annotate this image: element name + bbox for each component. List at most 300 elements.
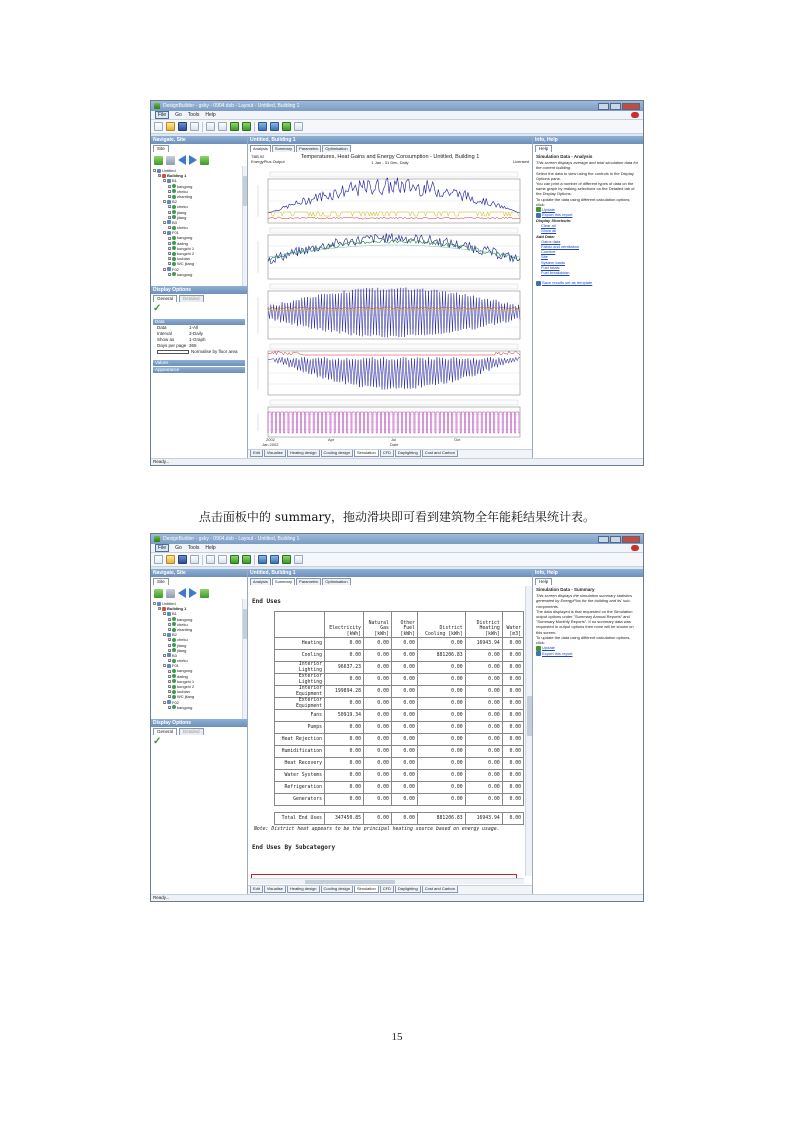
chart-legend-box	[270, 344, 518, 349]
render-icon[interactable]	[282, 122, 291, 131]
tree-item-label: Untitled	[162, 168, 176, 173]
save-icon[interactable]	[178, 555, 187, 564]
zone-icon	[172, 257, 176, 261]
close-button[interactable]	[622, 103, 640, 110]
zone-icon	[172, 272, 176, 276]
zone-icon	[172, 659, 176, 663]
open-folder-icon[interactable]	[166, 122, 175, 131]
forward-arrow-icon[interactable]	[189, 155, 197, 165]
block-icon	[167, 179, 171, 183]
info-text: You can print a number of different types of data on the same graph by making selections on the Detailed tab of the Display Options.	[536, 181, 635, 197]
tree-item-label: B2	[172, 199, 177, 205]
tree-scroll-thumb[interactable]	[243, 176, 247, 206]
table-cell: 0.00	[465, 794, 502, 806]
tool-icon[interactable]	[230, 555, 239, 564]
open-folder-icon[interactable]	[166, 555, 175, 564]
option-value[interactable]: 3-Daily	[189, 331, 204, 336]
tree-item-label: kongzhi 1	[177, 245, 195, 251]
block-icon	[167, 653, 171, 657]
tree-expand-icon[interactable]: −	[159, 607, 161, 612]
tree-expand-icon[interactable]: −	[164, 653, 166, 658]
tree-expand-icon[interactable]: −	[164, 179, 166, 184]
tab-general[interactable]: General	[153, 295, 177, 302]
wrench-icon[interactable]	[218, 122, 227, 131]
export-link[interactable]: Export this report	[542, 212, 573, 218]
end-uses-heading: End Uses	[252, 598, 281, 605]
total-cell: 881206.83	[417, 813, 465, 825]
table-cell: 0.00	[391, 734, 417, 746]
tree-item-label: Untitled	[162, 601, 176, 606]
zone-icon	[172, 685, 176, 689]
table-cell: 0.00	[391, 758, 417, 770]
tree-expand-icon[interactable]: +	[169, 241, 171, 246]
table-row	[275, 650, 524, 662]
site-link[interactable]: Site	[541, 254, 548, 260]
tree-expand-icon[interactable]: +	[169, 622, 171, 627]
table-cell: 0.00	[417, 782, 465, 794]
table-row	[275, 674, 524, 686]
table-cell: 0.00	[502, 758, 523, 770]
report-vertical-scrollbar[interactable]	[525, 586, 532, 876]
save-icon[interactable]	[178, 122, 187, 131]
add-data-heading: Add Data:	[536, 233, 555, 239]
update-icon[interactable]	[242, 555, 251, 564]
tree-expand-icon[interactable]: +	[169, 643, 171, 648]
fabric-ventilation-link[interactable]: Fabric and ventilation	[541, 243, 580, 249]
table-cell: 50919.34	[325, 710, 364, 722]
wrench-icon[interactable]	[218, 555, 227, 564]
toolbar-separator	[202, 122, 203, 132]
display-options-title: Display Options	[151, 286, 247, 294]
checkmark-icon[interactable]: ✓	[153, 303, 162, 314]
tree-expand-icon[interactable]: +	[169, 210, 171, 215]
tree-expand-icon[interactable]: −	[164, 220, 166, 225]
option-value[interactable]: 1-All	[189, 325, 199, 330]
zone-icon	[172, 241, 176, 245]
tab-cfd[interactable]: CFD	[380, 450, 394, 457]
update-link[interactable]: Update	[542, 207, 555, 213]
tab-help[interactable]: Help	[535, 578, 552, 585]
menu-go[interactable]: Go	[175, 112, 182, 118]
tree-expand-icon[interactable]: −	[164, 200, 166, 205]
export-link[interactable]: Export this report	[542, 650, 573, 656]
display-options-area	[151, 302, 247, 375]
chart-legend-box	[270, 228, 518, 233]
camera-icon[interactable]	[294, 555, 303, 564]
total-cell: 16943.94	[465, 813, 502, 825]
tab-parametric[interactable]: Parametric	[296, 578, 321, 585]
options-section-data[interactable]: Data	[153, 319, 245, 325]
option-value[interactable]: 1-Graph	[189, 337, 206, 342]
info-text: The data displayed is that requested on the Simulation output options under "Summary Annual Reports" and "Summary Monthly Reports". If no summary data was requested in output options then none will be shown on this screen.	[536, 608, 634, 635]
zone-icon	[172, 210, 176, 214]
tree-item-label: kangong	[177, 183, 193, 189]
table-cell: 0.00	[465, 674, 502, 686]
table-cell: 0.00	[465, 734, 502, 746]
tree-item-label: B3	[172, 652, 177, 658]
table-cell: 0.00	[364, 758, 392, 770]
zone-icon	[172, 205, 176, 209]
tree-expand-icon[interactable]: +	[169, 685, 171, 690]
menu-file[interactable]: File	[155, 111, 169, 119]
tab-cooling-design[interactable]: Cooling design	[321, 450, 353, 457]
tree-expand-icon[interactable]: +	[169, 628, 171, 633]
tree-expand-icon[interactable]: +	[169, 679, 171, 684]
fresh-air-series-line	[268, 412, 520, 433]
tree-scrollbar[interactable]	[242, 166, 247, 286]
list-icon[interactable]	[166, 156, 175, 165]
tree-scrollbar[interactable]	[242, 599, 247, 719]
tab-optimisation[interactable]: Optimisation	[322, 145, 350, 152]
table-cell: 0.00	[364, 794, 392, 806]
fuel-breakdown-link[interactable]: Fuel breakdown	[541, 269, 570, 275]
menu-go[interactable]: Go	[175, 545, 182, 551]
tree-expand-icon[interactable]: +	[169, 617, 171, 622]
report-hscroll-thumb[interactable]	[305, 880, 395, 884]
tab-heating-design[interactable]: Heating design	[287, 450, 320, 457]
tree-item-label: F01	[172, 230, 179, 236]
table-header-row	[275, 612, 524, 638]
new-file-icon[interactable]	[154, 122, 163, 131]
tab-daylighting[interactable]: Daylighting	[395, 450, 421, 457]
table-gap-cell	[325, 806, 364, 813]
help-orb-icon[interactable]	[631, 545, 639, 551]
table-gap-cell	[502, 806, 523, 813]
row-label: Water Systems	[275, 770, 325, 782]
chart-title: Temperatures, Heat Gains and Energy Consumption - Untitled, Building 1	[300, 154, 480, 160]
minimize-button[interactable]	[598, 103, 609, 110]
print-icon[interactable]	[190, 122, 199, 131]
tab-optimisation[interactable]: Optimisation	[322, 578, 350, 585]
system-loads-link[interactable]: System loads	[541, 259, 566, 265]
print-icon[interactable]	[190, 555, 199, 564]
tab-simulation[interactable]: Simulation	[354, 450, 379, 457]
clear-all-link[interactable]: Clear all	[541, 223, 556, 229]
tree-expand-icon[interactable]: +	[169, 215, 171, 220]
table-cell: 0.00	[391, 794, 417, 806]
edit-icon[interactable]	[206, 555, 215, 564]
tree-expand-icon[interactable]: −	[164, 231, 166, 236]
update-icon[interactable]	[536, 646, 541, 651]
table-cell: 0.00	[417, 746, 465, 758]
shortcuts-heading: Display Shortcuts:	[536, 217, 572, 223]
table-cell: 0.00	[364, 686, 392, 698]
tree-expand-icon[interactable]: −	[164, 700, 166, 705]
tree-expand-icon[interactable]: +	[169, 246, 171, 251]
tab-site[interactable]: Site	[153, 145, 169, 152]
update-link[interactable]: Update	[542, 645, 555, 651]
show-all-link[interactable]: Show all	[541, 228, 557, 234]
zone-icon	[172, 648, 176, 652]
table-cell: 0.00	[417, 710, 465, 722]
row-label: Humidification	[275, 746, 325, 758]
row-label: Heating	[275, 638, 325, 650]
tree-item[interactable]	[153, 272, 247, 277]
minimize-button[interactable]	[598, 536, 609, 543]
tree-item-label: WC jilang	[177, 694, 195, 700]
table-cell: 0.00	[325, 674, 364, 686]
menu-tools[interactable]: Tools	[187, 112, 200, 118]
tree-expand-icon[interactable]: +	[169, 705, 171, 710]
table-cell: 0.00	[465, 662, 502, 674]
tab-general[interactable]: General	[153, 728, 177, 735]
tab-simulation[interactable]: Simulation	[354, 886, 379, 893]
table-cell: 0.00	[502, 698, 523, 710]
table-cell: 0.00	[325, 722, 364, 734]
total-row	[275, 813, 524, 825]
tree-item-label: kangong	[177, 704, 193, 710]
edit-icon[interactable]	[206, 122, 215, 131]
tree-expand-icon[interactable]: −	[159, 174, 161, 179]
tree-item[interactable]	[153, 705, 247, 710]
block-icon	[167, 633, 171, 637]
chart-legend-box	[270, 284, 518, 289]
zone-icon	[172, 195, 176, 199]
grid-icon[interactable]	[270, 555, 279, 564]
status-bar: Ready...	[151, 458, 643, 465]
menu-help[interactable]: Help	[205, 112, 216, 118]
refresh-icon[interactable]	[200, 156, 209, 165]
close-button[interactable]	[622, 536, 640, 543]
table-cell: 0.00	[325, 734, 364, 746]
info-text: This screen displays the simulation summary statistics generated by EnergyPlus for the building and its' sub-components.	[536, 593, 633, 609]
tree-expand-icon[interactable]: +	[169, 195, 171, 200]
camera-icon[interactable]	[294, 122, 303, 131]
tree-expand-icon[interactable]: +	[169, 205, 171, 210]
zone-icon	[172, 695, 176, 699]
tab-analysis[interactable]: Analysis	[250, 578, 271, 585]
tree-item-label: kongzhi 2	[177, 684, 195, 689]
tree-expand-icon[interactable]: −	[164, 267, 166, 272]
table-cell: 0.00	[502, 638, 523, 650]
designbuilder-logo-icon	[154, 536, 160, 542]
table-cell: 0.00	[502, 674, 523, 686]
chart-legend-box	[270, 172, 518, 177]
help-orb-icon[interactable]	[631, 112, 639, 118]
end-uses-table	[274, 611, 524, 825]
tree-expand-icon[interactable]: +	[169, 669, 171, 674]
back-arrow-icon[interactable]	[178, 155, 186, 165]
list-icon[interactable]	[166, 589, 175, 598]
tree-expand-icon[interactable]: +	[169, 189, 171, 194]
zone-icon	[172, 638, 176, 642]
tab-cost-and-carbon[interactable]: Cost and Carbon	[422, 450, 458, 457]
table-cell: 0.00	[502, 734, 523, 746]
tab-help[interactable]: Help	[535, 145, 552, 152]
toolbar	[151, 120, 643, 134]
tree-expand-icon[interactable]: −	[154, 169, 156, 174]
tab-parametric[interactable]: Parametric	[296, 145, 321, 152]
add-icon[interactable]	[154, 156, 163, 165]
maximize-button[interactable]	[610, 536, 621, 543]
block-icon	[167, 664, 171, 668]
tab-edit[interactable]: Edit	[250, 886, 263, 893]
info-text: To update the data using different calculation options, click:	[536, 634, 631, 646]
save-template-link[interactable]: Save results set as template	[542, 280, 593, 286]
gains-data-link[interactable]: Gains data	[541, 238, 561, 244]
table-cell: 0.00	[465, 770, 502, 782]
tree-expand-icon[interactable]: +	[169, 262, 171, 267]
fuel-totals-link[interactable]: Fuel totals	[541, 264, 560, 270]
tab-cost-and-carbon[interactable]: Cost and Carbon	[422, 886, 458, 893]
tab-cooling-design[interactable]: Cooling design	[321, 886, 353, 893]
table-cell: 881206.83	[417, 650, 465, 662]
building-tree	[151, 166, 247, 286]
checkmark-icon[interactable]: ✓	[153, 736, 162, 747]
normalise-checkbox[interactable]	[157, 350, 189, 354]
maximize-button[interactable]	[610, 103, 621, 110]
tree-item-label: kangong	[177, 668, 193, 674]
menu-help[interactable]: Help	[205, 545, 216, 551]
tree-scroll-thumb[interactable]	[243, 609, 247, 639]
normalise-option[interactable]	[153, 349, 245, 355]
tab-edit[interactable]: Edit	[250, 450, 263, 457]
tree-item-label: Building 1	[167, 173, 187, 179]
menu-tools[interactable]: Tools	[187, 545, 200, 551]
column-header: Electricity [kWh]	[325, 612, 364, 638]
tree-expand-icon[interactable]: +	[169, 272, 171, 277]
table-gap-cell	[391, 806, 417, 813]
tree-item-label: kangong	[177, 616, 193, 622]
tab-summary[interactable]: Summary	[272, 578, 295, 585]
table-cell: 0.00	[502, 686, 523, 698]
view-icon[interactable]	[258, 555, 267, 564]
tab-cfd[interactable]: CFD	[380, 886, 394, 893]
center-title: Untitled, Building 1	[248, 569, 532, 577]
options-section-values[interactable]: Values	[153, 360, 245, 366]
designbuilder-window-summary	[150, 533, 644, 902]
table-cell: 0.00	[417, 794, 465, 806]
table-cell: 0.00	[502, 710, 523, 722]
render-icon[interactable]	[282, 555, 291, 564]
tree-expand-icon[interactable]: +	[169, 184, 171, 189]
option-value[interactable]: 365	[189, 343, 197, 348]
tab-detailed[interactable]: Detailed	[179, 728, 204, 735]
zone-icon	[172, 669, 176, 673]
tree-expand-icon[interactable]: −	[154, 602, 156, 607]
add-icon[interactable]	[154, 589, 163, 598]
tree-item-label: cheku	[177, 204, 188, 210]
save-template-icon[interactable]	[536, 281, 541, 286]
tree-item-label: cheku	[177, 225, 188, 231]
report-scroll-thumb[interactable]	[527, 696, 532, 736]
tab-site[interactable]: Site	[153, 578, 169, 585]
tree-expand-icon[interactable]: +	[169, 638, 171, 643]
row-label: Heat Rejection	[275, 734, 325, 746]
row-label: Exterior Equipment	[275, 698, 325, 710]
table-cell: 0.00	[364, 722, 392, 734]
zone-icon	[172, 690, 176, 694]
table-cell: 0.00	[465, 710, 502, 722]
tree-expand-icon[interactable]: +	[169, 236, 171, 241]
zone-icon	[172, 236, 176, 240]
tree-expand-icon[interactable]: +	[169, 252, 171, 257]
tree-expand-icon[interactable]: +	[169, 659, 171, 664]
row-label: Interior Equipment	[275, 686, 325, 698]
table-row	[275, 638, 524, 650]
navigator-panel	[151, 569, 248, 894]
zone-icon	[172, 643, 176, 647]
normalise-label: Normalise by floor area	[191, 349, 238, 354]
tab-summary[interactable]: Summary	[272, 145, 295, 152]
table-cell: 0.00	[502, 746, 523, 758]
update-icon[interactable]	[242, 122, 251, 131]
table-row	[275, 794, 524, 806]
options-section-appearance[interactable]: Appearance	[153, 367, 245, 373]
block-icon	[167, 267, 171, 271]
tree-expand-icon[interactable]: +	[169, 226, 171, 231]
info-title: Info, Help	[533, 136, 643, 144]
tree-expand-icon[interactable]: +	[169, 695, 171, 700]
tab-visualise[interactable]: Visualise	[264, 886, 286, 893]
toolbar-separator	[254, 555, 255, 565]
info-text: Select the data to view using the controls in the Display Options pane.	[536, 170, 634, 181]
column-header: District Cooling [kWh]	[417, 612, 465, 638]
table-cell: 0.00	[502, 662, 523, 674]
report-horizontal-scrollbar[interactable]	[250, 878, 524, 884]
menu-file[interactable]: File	[155, 544, 169, 552]
back-arrow-icon[interactable]	[178, 588, 186, 598]
tool-icon[interactable]	[230, 122, 239, 131]
zone-icon	[172, 215, 176, 219]
x-tick-label: Apr	[328, 437, 335, 442]
tree-item-label: Building 1	[167, 606, 187, 612]
grid-icon[interactable]	[270, 122, 279, 131]
block-icon	[167, 612, 171, 616]
tree-expand-icon[interactable]: −	[164, 612, 166, 617]
table-cell: 0.00	[364, 746, 392, 758]
caption-text: 点击面板中的 summary，拖动滑块即可看到建筑物全年能耗结果统计表。	[198, 510, 596, 524]
tab-analysis[interactable]: Analysis	[250, 145, 271, 152]
table-cell: 0.00	[502, 722, 523, 734]
tab-heating-design[interactable]: Heating design	[287, 886, 320, 893]
table-gap-cell	[364, 806, 392, 813]
tree-expand-icon[interactable]: +	[169, 648, 171, 653]
tree-expand-icon[interactable]: +	[169, 690, 171, 695]
block-icon	[167, 220, 171, 224]
refresh-icon[interactable]	[200, 589, 209, 598]
tab-daylighting[interactable]: Daylighting	[395, 886, 421, 893]
table-cell: 0.00	[391, 722, 417, 734]
table-cell: 0.00	[325, 794, 364, 806]
info-title: Info, Help	[533, 569, 643, 577]
tab-visualise[interactable]: Visualise	[264, 450, 286, 457]
comfort-link[interactable]: Comfort	[541, 249, 556, 255]
tree-expand-icon[interactable]: +	[169, 674, 171, 679]
tree-expand-icon[interactable]: −	[164, 664, 166, 669]
table-cell: 0.00	[325, 698, 364, 710]
forward-arrow-icon[interactable]	[189, 588, 197, 598]
table-gap-cell	[465, 806, 502, 813]
tree-item-label: dating	[177, 673, 188, 679]
new-file-icon[interactable]	[154, 555, 163, 564]
export-icon[interactable]	[536, 651, 541, 656]
tree-expand-icon[interactable]: +	[169, 257, 171, 262]
table-row	[275, 722, 524, 734]
table-cell: 0.00	[502, 794, 523, 806]
title-bar	[151, 534, 643, 544]
x-tick-label: Jan 2002	[262, 442, 279, 447]
menu-bar	[151, 111, 643, 120]
tab-detailed[interactable]: Detailed	[179, 295, 204, 302]
table-cell: 0.00	[364, 710, 392, 722]
tree-item-label: jilang	[177, 647, 187, 653]
table-row	[275, 662, 524, 674]
tree-item-label: jilang	[177, 209, 187, 215]
view-icon[interactable]	[258, 122, 267, 131]
center-tabs	[248, 144, 532, 152]
tree-expand-icon[interactable]: −	[164, 633, 166, 638]
